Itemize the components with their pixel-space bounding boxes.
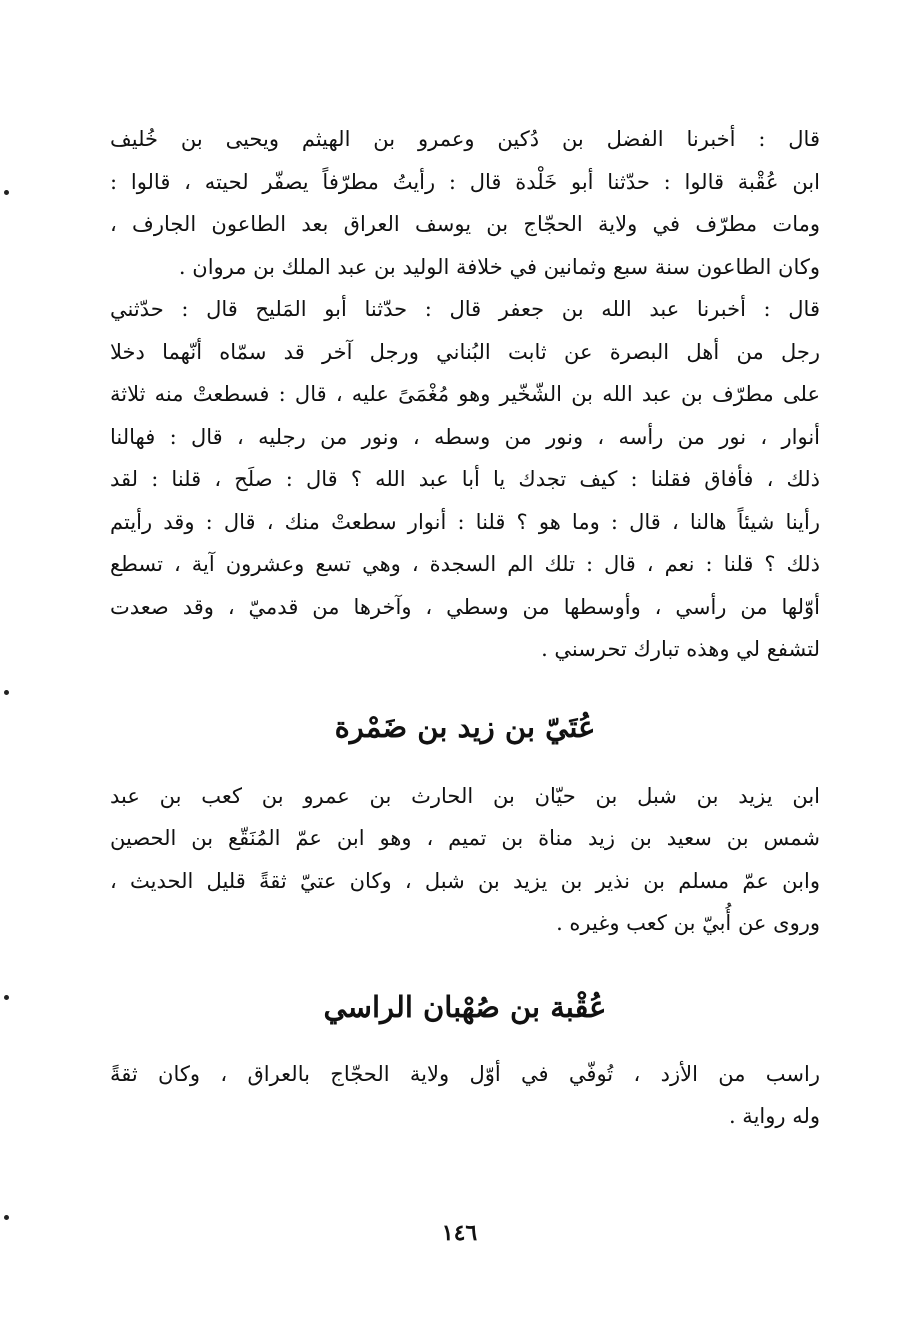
text-line: ابن يزيد بن شبل بن حيّان بن الحارث بن عمرو بن كعب بن عبد (110, 783, 820, 808)
section-heading-uqba: عُقْبة بن صُهْبان الراسي (323, 989, 607, 1024)
paragraph-mutarrif-lights (110, 288, 820, 671)
text-line: قال : أخبرنا الفضل بن دُكين وعمرو بن الهيثم ويحيى بن خُليف (110, 127, 820, 151)
paragraph-mutarrif-beard (110, 118, 820, 288)
text-line: ذلك ، فأفاق فقلنا : كيف تجدك يا أبا عبد الله ؟ قال : صلَح ، قلنا : لقد (110, 467, 820, 491)
text-line: وروى عن أُبيّ بن كعب وغيره . (556, 911, 820, 935)
text-line: على مطرّف بن عبد الله بن الشّخّير وهو مُغْمَىً عليه ، قال : فسطعتْ منه ثلاثة (110, 382, 820, 406)
scan-mark (4, 190, 9, 195)
text-line: أنوار ، نور من رأسه ، ونور من وسطه ، ونور من رجليه ، قال : فهالنا (110, 424, 820, 449)
text-line: راسب من الأزد ، تُوفّي في أوّل ولاية الحجّاج بالعراق ، وكان ثقةً (110, 1061, 820, 1086)
paragraph-uqba (110, 1053, 820, 1138)
scan-mark (4, 690, 9, 695)
scan-mark (4, 1215, 9, 1220)
page-number: ١٤٦ (441, 1220, 478, 1246)
text-line: رأينا شيئاً هالنا ، قال : وما هو ؟ قلنا : أنوار سطعتْ منك ، قال : وقد رأيتم (110, 509, 820, 534)
text-line: قال : أخبرنا عبد الله بن جعفر قال : حدّثنا أبو المَليح قال : حدّثني (110, 297, 820, 321)
section-heading-utayy: عُتَيّ بن زيد بن ضَمْرة (334, 709, 596, 744)
text-line: وله رواية . (728, 1104, 820, 1128)
scan-mark (4, 995, 9, 1000)
paragraph-utayy (110, 775, 820, 945)
text-line: وابن عمّ مسلم بن نذير بن يزيد بن شبل ، وكان عتيّ ثقةً قليل الحديث ، (110, 868, 820, 893)
text-line: رجل من أهل البصرة عن ثابت البُناني ورجل آخر قد سمّاه أنّهما دخلا (110, 339, 820, 364)
text-line: أوّلها من رأسي ، وأوسطها من وسطي ، وآخرها من قدميّ ، وقد صعدت (110, 594, 820, 619)
text-line: شمس بن سعيد بن زيد مناة بن تميم ، وهو ابن عمّ المُنَقّع بن الحصين (110, 826, 820, 850)
text-line: ابن عُقْبة قالوا : حدّثنا أبو خَلْدة قال : رأيتُ مطرّفاً يصفّر لحيته ، قالوا : (110, 169, 820, 194)
text-line: ومات مطرّف في ولاية الحجّاج بن يوسف العراق بعد الطاعون الجارف ، (110, 212, 820, 236)
text-line: وكان الطاعون سنة سبع وثمانين في خلافة الوليد بن عبد الملك بن مروان . (178, 254, 820, 279)
text-line: ذلك ؟ قلنا : نعم ، قال : تلك الم السجدة ، وهي تسع وعشرون آية ، تسطع (110, 552, 820, 576)
page-body (110, 118, 820, 1138)
text-line: لتشفع لي وهذه تبارك تحرسني . (541, 637, 820, 661)
